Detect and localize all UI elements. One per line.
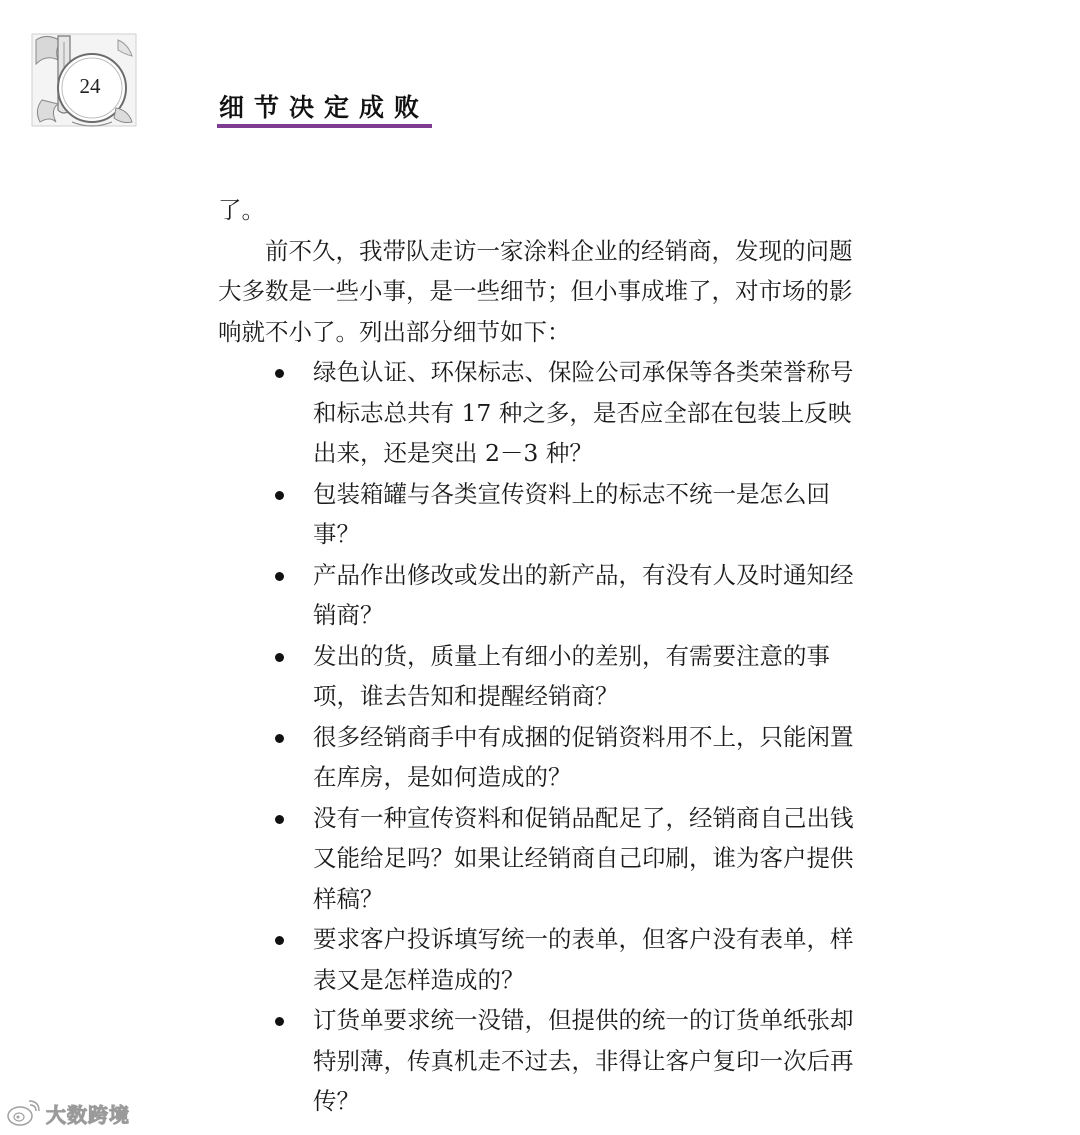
detail-list [218, 352, 868, 1122]
list-item [218, 352, 868, 474]
list-item [218, 717, 868, 798]
title-underline [217, 124, 432, 128]
weibo-logo-icon [6, 1099, 40, 1127]
bullet-icon [275, 572, 284, 581]
list-item-text: 包装箱罐与各类宣传资料上的标志不统一是怎么回事？ [313, 479, 830, 548]
watermark [6, 1098, 130, 1128]
list-item-text: 订货单要求统一没错，但提供的统一的订货单纸张却特别薄，传真机走不过去，非得让客户复印一次后再传？ [313, 1006, 854, 1115]
list-item-text: 很多经销商手中有成捆的促销资料用不上，只能闲置在库房，是如何造成的？ [313, 722, 854, 791]
list-item-text: 要求客户投诉填写统一的表单，但客户没有表单，样表又是怎样造成的？ [313, 925, 854, 994]
running-title: 细节决定成败 [219, 93, 430, 122]
bullet-icon [275, 734, 284, 743]
list-item-text: 没有一种宣传资料和促销品配足了，经销商自己出钱又能给足吗？如果让经销商自己印刷，谁为客户提供样稿？ [313, 803, 854, 913]
list-item [218, 919, 868, 1000]
list-item-text: 发出的货，质量上有细小的差别，有需要注意的事项，谁去告知和提醒经销商？ [313, 641, 830, 710]
list-item [218, 474, 868, 555]
list-item [218, 1000, 868, 1122]
bullet-icon [275, 653, 284, 662]
list-item-text: 绿色认证、环保标志、保险公司承保等各类荣誉称号和标志总共有 17 种之多，是否应全部在包装上反映出来，还是突出 2－3 种？ [313, 358, 854, 467]
watermark-text: 大数跨境 [46, 1102, 130, 1127]
lead-line: 了。 [218, 196, 265, 224]
list-item-text: 产品作出修改或发出的新产品，有没有人及时通知经销商？ [313, 560, 854, 629]
list-item [218, 636, 868, 717]
body-text [218, 190, 868, 1122]
page-number: 24 [79, 74, 101, 98]
intro-paragraph: 前不久，我带队走访一家涂料企业的经销商，发现的问题大多数是一些小事，是一些细节；但小事成堆了，对市场的影响就不小了。列出部分细节如下： [218, 236, 853, 346]
bullet-icon [275, 491, 284, 500]
bullet-icon [275, 369, 284, 378]
list-item [218, 798, 868, 920]
bullet-icon [275, 936, 284, 945]
bullet-icon [275, 815, 284, 824]
list-item [218, 555, 868, 636]
bullet-icon [275, 1017, 284, 1026]
